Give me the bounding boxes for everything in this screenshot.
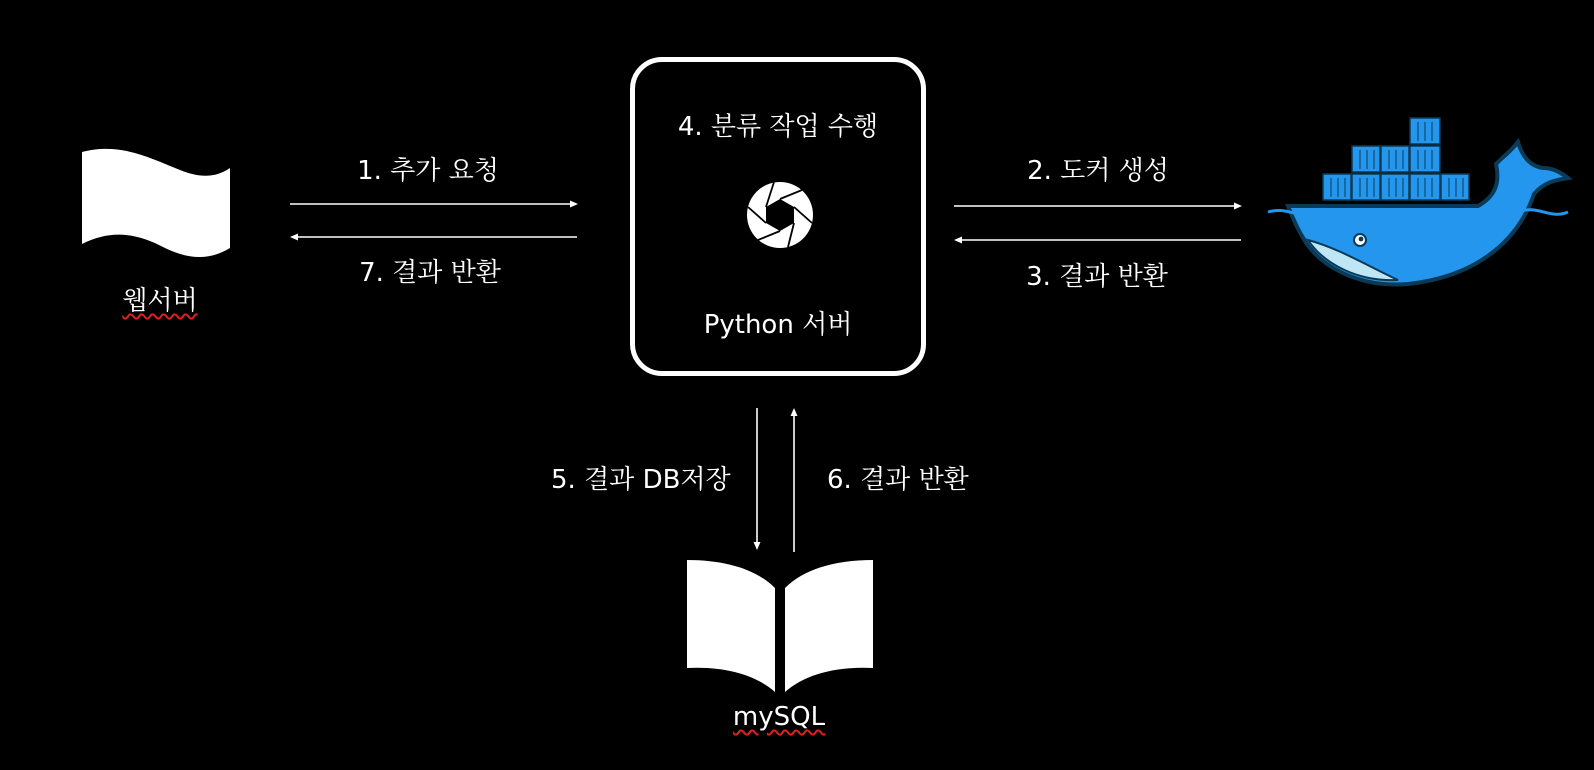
step1-label: 1. 추가 요청 [357,156,499,186]
python-server-label: Python 서버 [703,310,853,340]
mysql-label: mySQL [732,702,826,732]
step7-label: 7. 결과 반환 [359,258,501,288]
arrow-return-to-web [290,232,590,242]
step4-label: 4. 분류 작업 수행 [677,112,879,142]
step6-label: 6. 결과 반환 [827,465,969,495]
step3-label: 3. 결과 반환 [1026,262,1168,292]
flag-icon [80,148,240,268]
arrow-save-to-db [752,408,762,554]
step5-label: 5. 결과 DB저장 [551,465,731,495]
arrow-create-docker [954,201,1254,211]
open-book-icon [687,556,873,696]
step2-label: 2. 도커 생성 [1027,156,1169,186]
arrow-return-from-docker [954,235,1254,245]
web-server-label: 웹서버 [122,286,198,316]
arrow-return-from-db [789,408,799,554]
docker-whale-icon [1268,116,1578,296]
aperture-icon [745,180,815,250]
arrow-request [290,199,590,209]
